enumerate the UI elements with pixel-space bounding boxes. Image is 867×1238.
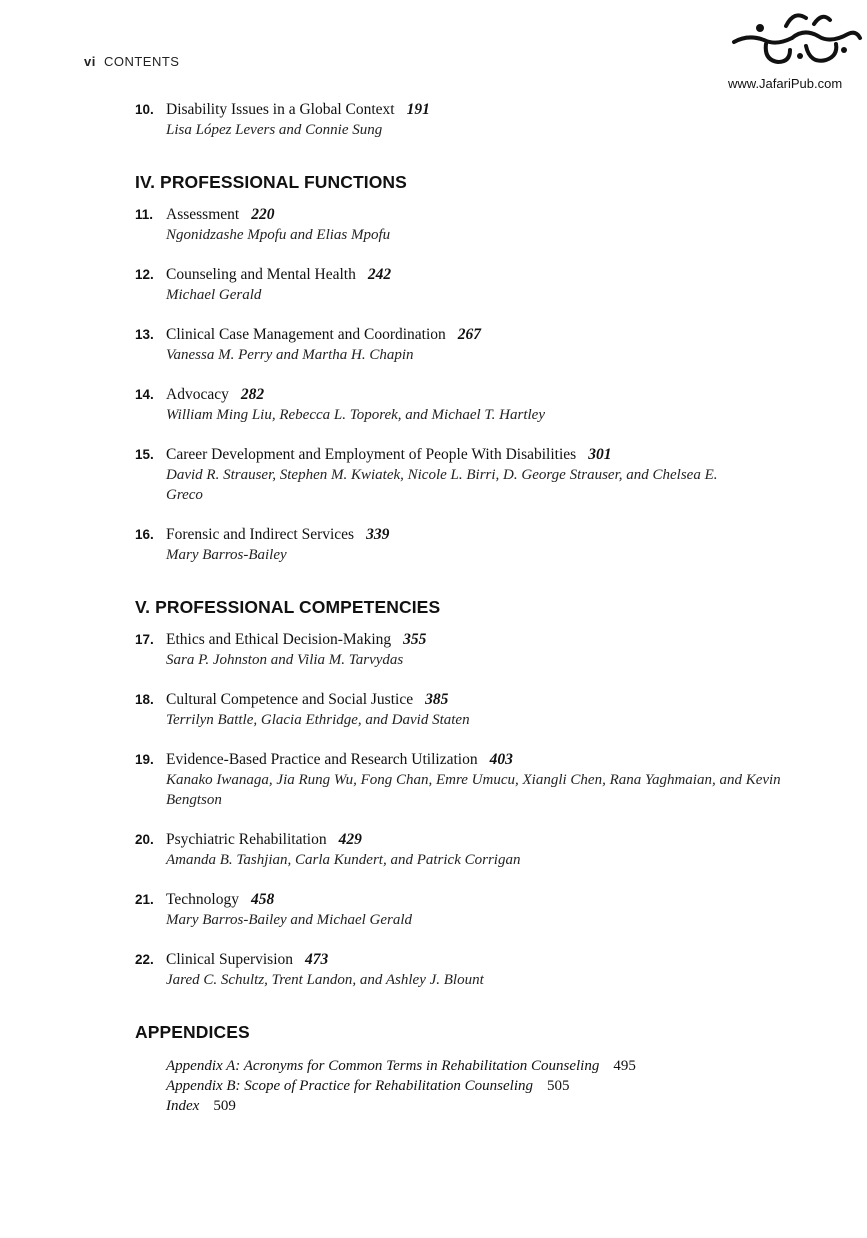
chapter-page: 301 [588,446,612,463]
chapter-title: Ethics and Ethical Decision-Making [166,631,392,648]
chapter-number: 19. [135,752,154,767]
appendix-entry [166,1056,636,1076]
chapter-authors: Michael Gerald [166,287,262,303]
toc-entry [135,325,786,365]
chapter-title: Forensic and Indirect Services [166,526,355,543]
chapter-title: Cultural Competence and Social Justice [166,691,414,708]
chapter-title: Assessment [166,206,240,223]
chapter-number: 12. [135,267,154,282]
chapter-title: Career Development and Employment of People With Disabilities [166,446,577,463]
toc-entry [135,445,726,505]
appendix-entry [166,1096,236,1116]
toc-entry [135,385,786,425]
chapter-title: Technology [166,891,239,908]
chapter-page: 220 [251,206,275,223]
chapter-page: 282 [240,386,265,403]
chapter-page: 403 [489,751,513,768]
chapter-title: Psychiatric Rehabilitation [166,831,327,848]
chapter-title: Clinical Case Management and Coordination [166,326,446,343]
chapter-authors: Lisa López Levers and Connie Sung [166,122,383,138]
chapter-title: Evidence-Based Practice and Research Utilization [166,751,478,768]
chapter-authors: Terrilyn Battle, Glacia Ethridge, and David Staten [166,712,470,728]
appendix-title: Appendix B: Scope of Practice for Rehabilitation Counseling [166,1078,534,1094]
appendix-page: 509 [213,1098,236,1114]
chapter-authors: Sara P. Johnston and Vilia M. Tarvydas [166,652,404,668]
chapter-number: 17. [135,632,154,647]
chapter-page: 429 [338,831,362,848]
toc-entry [135,525,786,565]
chapter-number: 10. [135,102,154,117]
page-folio: vi [84,54,96,69]
running-head-label: CONTENTS [103,54,180,69]
chapter-authors: Amanda B. Tashjian, Carla Kundert, and Patrick Corrigan [166,852,521,868]
running-head [84,54,179,69]
chapter-page: 267 [457,326,482,343]
chapter-title: Advocacy [166,386,229,403]
appendix-page: 505 [547,1078,570,1094]
chapter-title: Clinical Supervision [166,951,294,968]
chapter-authors: Ngonidzashe Mpofu and Elias Mpofu [166,227,391,243]
chapter-page: 355 [403,631,427,648]
chapter-authors: David R. Strauser, Stephen M. Kwiatek, Nicole L. Birri, D. George Strauser, and Chelsea E. Greco [166,467,718,503]
toc-entry [135,205,786,245]
chapter-page: 458 [250,891,275,908]
appendix-title: Appendix A: Acronyms for Common Terms in Rehabilitation Counseling [166,1058,600,1074]
chapter-authors: Mary Barros-Bailey [166,547,287,563]
toc-entry [135,750,786,810]
toc-entry [135,265,786,305]
chapter-authors: Kanako Iwanaga, Jia Rung Wu, Fong Chan, Emre Umucu, Xiangli Chen, Rana Yaghmaian, and Kevin Bengtson [166,772,781,808]
chapter-number: 13. [135,327,154,342]
calligraphy-logo-icon [726,4,864,76]
toc-entry [135,630,786,670]
chapter-title: Counseling and Mental Health [166,266,356,283]
chapter-number: 15. [135,447,154,462]
chapter-page: 191 [406,101,430,118]
appendix-page: 495 [613,1058,636,1074]
toc-entry [135,100,786,140]
toc-entry [135,950,786,990]
chapter-number: 16. [135,527,154,542]
section-heading-functions: IV. PROFESSIONAL FUNCTIONS [135,172,407,192]
chapter-number: 11. [135,207,154,222]
chapter-authors: Jared C. Schultz, Trent Landon, and Ashley J. Blount [166,972,484,988]
appendix-title: Index [166,1098,200,1114]
chapter-number: 22. [135,952,154,967]
section-heading-appendices: APPENDICES [135,1022,250,1042]
chapter-title: Disability Issues in a Global Context [166,101,395,118]
chapter-authors: William Ming Liu, Rebecca L. Toporek, and Michael T. Hartley [166,407,545,423]
toc-entry [135,690,786,730]
chapter-page: 339 [366,526,390,543]
chapter-number: 18. [135,692,154,707]
toc-entry [135,830,786,870]
appendix-entry [166,1076,570,1096]
section-heading-competencies: V. PROFESSIONAL COMPETENCIES [135,597,441,617]
chapter-page: 242 [367,266,392,283]
chapter-number: 21. [135,892,154,907]
chapter-number: 14. [135,387,154,402]
publisher-logo [726,4,864,94]
chapter-page: 385 [425,691,449,708]
toc-entry [135,890,786,930]
chapter-number: 20. [135,832,154,847]
chapter-authors: Mary Barros-Bailey and Michael Gerald [166,912,413,928]
publisher-url: www.JafariPub.com [728,76,843,91]
chapter-page: 473 [305,951,329,968]
chapter-authors: Vanessa M. Perry and Martha H. Chapin [166,347,414,363]
